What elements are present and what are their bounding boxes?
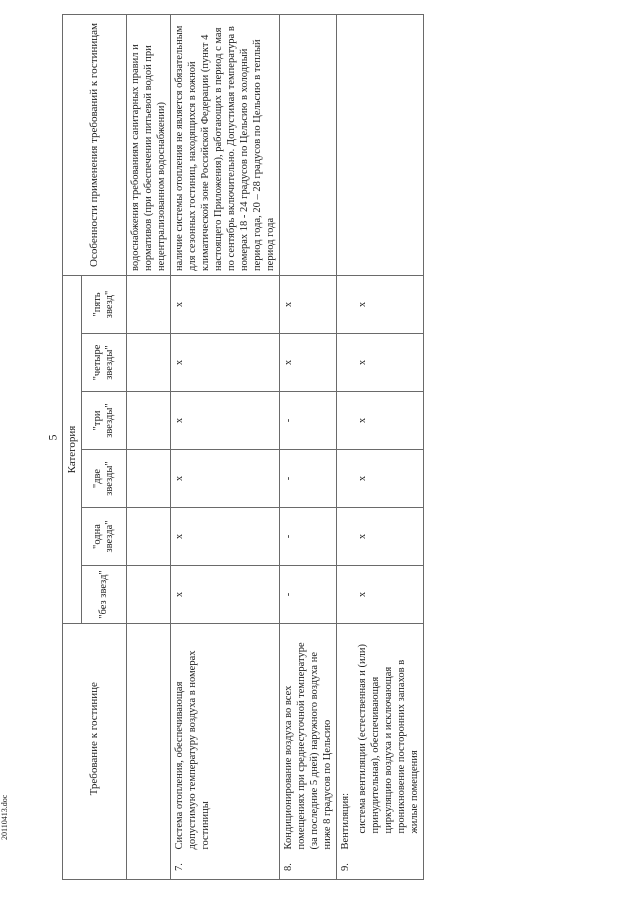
row-mark: x [280, 275, 337, 333]
row-note [280, 14, 337, 275]
row-mark [337, 275, 355, 333]
row-mark: x [354, 508, 424, 566]
row-number: 7. [171, 854, 280, 880]
table-row [337, 14, 355, 879]
row-requirement: Вентиляция: [337, 624, 355, 854]
row-mark: x [354, 392, 424, 450]
row-mark [337, 508, 355, 566]
row-mark: x [171, 334, 280, 392]
header-star-4: "четыре звезды" [82, 334, 127, 392]
row-mark [337, 392, 355, 450]
row-mark: x [354, 275, 424, 333]
header-star-1: "одна звезда" [82, 508, 127, 566]
row-mark: - [280, 508, 337, 566]
row-mark: - [280, 392, 337, 450]
row-mark: x [354, 450, 424, 508]
row-mark: - [280, 450, 337, 508]
row-note [337, 14, 355, 275]
row-mark: x [171, 275, 280, 333]
header-features: Особенности применения требований к гостиницам [63, 14, 127, 275]
row-note: наличие системы отопления не является обязательным для сезонных гостиниц, находящихся в южной климатической зоне Российской Федерации (пункт 4 настоящего Приложения), работающих в период с мая по сентябрь включительно. Допустимая температура в номерах 18 - 24 градусов по Цельсию в холодный период года, 20 – 28 градусов по Цельсию в теплый период года [171, 14, 280, 275]
header-star-5: "пять звезд" [82, 275, 127, 333]
row-number: 9. [337, 854, 355, 880]
row-requirement: Система отопления, обеспечивающая допустимую температуру воздуха в номерах гостиницы [171, 624, 280, 854]
row-mark: x [171, 508, 280, 566]
row-mark: x [171, 392, 280, 450]
row-mark: x [354, 566, 424, 624]
row-number [354, 854, 424, 880]
row-mark: x [280, 334, 337, 392]
table-row [354, 14, 424, 879]
table-row-continuation [127, 14, 171, 879]
continuation-note: водоснабжения требованиям санитарных правил и нормативов (при обеспечении питьевой водой при нецентрализованном водоснабжении) [127, 14, 171, 275]
row-mark [337, 566, 355, 624]
row-number: 8. [280, 854, 337, 880]
header-star-0: "без звезд" [82, 566, 127, 624]
document-id: 20110413.doc [0, 794, 9, 840]
header-category: Категория [63, 275, 82, 623]
header-star-2: "две звезды" [82, 450, 127, 508]
row-mark [337, 334, 355, 392]
page-number: 5 [45, 434, 60, 441]
header-num [63, 854, 127, 880]
header-requirement: Требование к гостинице [63, 624, 127, 854]
table-row [171, 14, 280, 879]
row-requirement: система вентиляции (естественная и (или) принудительная), обеспечивающая циркуляцию воздуха и исключающая проникновение посторонних запахов в жилые помещения [354, 624, 424, 854]
requirements-table [62, 14, 424, 880]
row-mark: - [280, 566, 337, 624]
row-requirement: Кондиционирование воздуха во всех помещениях при среднесуточной температуре (за последние 5 дней) наружного воздуха не ниже 8 градусов по Цельсию [280, 624, 337, 854]
header-star-3: "три звезды" [82, 392, 127, 450]
row-mark [337, 450, 355, 508]
table-row [280, 14, 337, 879]
row-mark: x [171, 566, 280, 624]
rotated-page [62, 15, 622, 880]
row-mark: x [171, 450, 280, 508]
row-mark: x [354, 334, 424, 392]
row-note [354, 14, 424, 275]
